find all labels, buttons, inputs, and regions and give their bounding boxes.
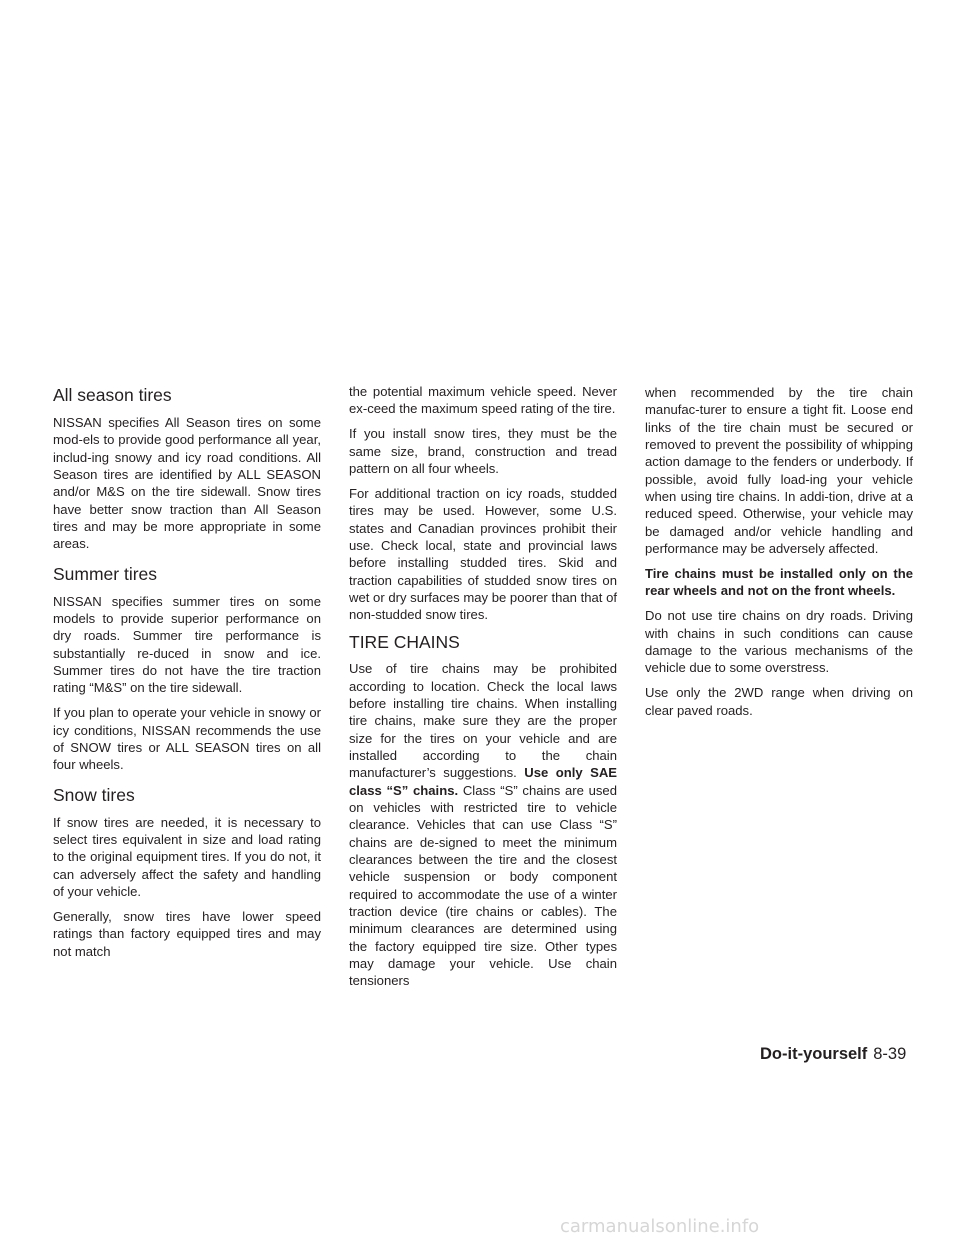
paragraph: NISSAN specifies All Season tires on some mod-els to provide good performance all year, includ-ing snowy and icy road conditions. All Season tires are identified by ALL SEASON and/or M&S on the tire sidewall. Snow tires have better snow traction than All Season tires and may be more appropriate in some areas.	[53, 415, 321, 552]
paragraph-warning	[645, 565, 913, 600]
heading-all-season-tires: All season tires	[53, 385, 172, 405]
paragraph: NISSAN specifies summer tires on some models to provide superior performance on dry roads. Summer tire performance is substantially re-duced in snow and ice. Summer tires do not have the tire traction rating “M&S” on the tire sidewall.	[53, 593, 321, 696]
paragraph: If snow tires are needed, it is necessary to select tires equivalent in size and load rating to the original equipment tires. If you do not, it can adversely affect the safety and handling of your vehicle.	[53, 814, 321, 900]
paragraph: Generally, snow tires have lower speed ratings than factory equipped tires and may not match	[53, 909, 321, 959]
watermark: carmanualsonline.info	[560, 1216, 760, 1237]
paragraph: If you install snow tires, they must be the same size, brand, construction and tread pattern on all four wheels.	[349, 426, 617, 476]
column-1	[53, 384, 321, 968]
page-number: 8-39	[873, 1045, 907, 1063]
bold-text: Use only SAE class “S” chains.	[349, 765, 618, 798]
page-footer	[760, 1044, 906, 1064]
heading-tire-chains: TIRE CHAINS	[349, 632, 460, 653]
paragraph: when recommended by the tire chain manufac-turer to ensure a tight fit. Loose end links of the tire chain must be secured or removed to prevent the possibility of whipping action damage to the fenders or underbody. If possible, avoid fully load-ing your vehicle when using tire chains. In addi-tion, drive at a reduced speed. Otherwise, your vehicle may be damaged and/or vehicle handling and performance may be adversely affected.	[645, 385, 913, 557]
paragraph: If you plan to operate your vehicle in snowy or icy conditions, NISSAN recommends the use of SNOW tires or ALL SEASON tires on all four wheels.	[53, 705, 321, 773]
paragraph: Use only the 2WD range when driving on clear paved roads.	[645, 685, 913, 718]
paragraph-text: Use of tire chains may be prohibited according to location. Check the local laws before installing tire chains. When installing tire chains, make sure they are the proper size for the tires on your vehicle and are installed according to the chain manufacturer’s suggestions.	[349, 661, 617, 781]
paragraph: For additional traction on icy roads, studded tires may be used. However, some U.S. states and Canadian provinces prohibit their use. Check local, state and provincial laws before installing studded tires. Skid and traction capabilities of studded snow tires on wet or dry surfaces may be poorer than that of non-studded snow tires.	[349, 485, 617, 623]
heading-snow-tires: Snow tires	[53, 784, 135, 805]
column-2	[349, 383, 617, 997]
bold-text: Tire chains must be installed only on the rear wheels and not on the front wheels.	[645, 566, 913, 599]
heading-summer-tires: Summer tires	[53, 563, 158, 584]
paragraph-text: Class “S” chains are used on vehicles with restricted tire to vehicle clearance. Vehicles that can use Class “S” chains are de-signed to meet the minimum clearances between the tire and the closest vehicle suspension or body component required to accommodate the use of a winter traction device (tire chains or cables). The minimum clearances are determined using the factory equipped tire size. Other types may damage your vehicle. Use chain tensioners	[349, 782, 617, 989]
paragraph-tire-chains	[349, 660, 617, 990]
paragraph: Do not use tire chains on dry roads. Driving with chains in such conditions can cause damage to the various mechanisms of the vehicle due to some overstress.	[645, 608, 913, 676]
section-name: Do-it-yourself	[760, 1045, 868, 1063]
column-3	[645, 384, 913, 727]
paragraph: the potential maximum vehicle speed. Never ex-ceed the maximum speed rating of the tire.	[349, 384, 617, 417]
